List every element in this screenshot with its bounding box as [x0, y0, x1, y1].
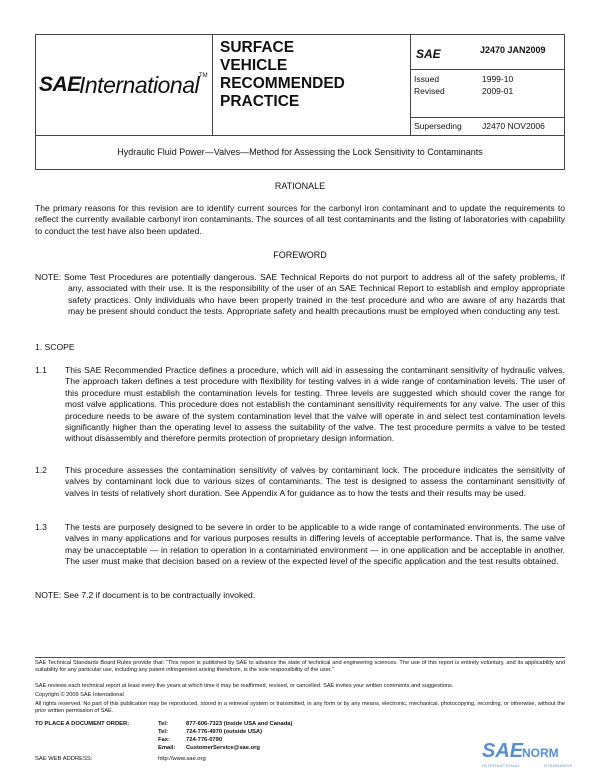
note-text: Some Test Procedures are potentially dangerous. SAE Technical Reports do not purport to address all of the safety problems, if any, associated with their use. It is the responsibility of the user of an SAE Technical Report to establish and employ appropriate safety practices. Only individuals who have been properly trained in the test procedure and who are aware of any hazards that may be present should conduct the tests. Appropriate safety and health precautions must be employed when conducting any test.	[64, 272, 565, 317]
contact-tel-label: Tel:	[158, 729, 168, 735]
document-subject: Hydraulic Fluid Power—Valves—Method for Assessing the Lock Sensitivity to Contaminants	[35, 136, 565, 170]
section-text: This procedure assesses the contamination sensitivity of valves by contaminant lock. The procedure indicates the sensitivity of valves by contaminant lock due to various sizes of contaminants. The test is designed to assess the contaminant sensitivity of valves in tests of relatively short duration. See Appendix A for guidance as to how the tests and their results may be used.	[65, 465, 565, 498]
section-text: The tests are purposely designed to be severe in order to be applicable to a wide range of contaminated environments. The use of valves in many applications and for various purposes results in differing levels of acceptable performance. That is, the same valve may be unacceptable — in relation to operation in a contaminated environment — in one application and be acceptable in another. The user must make that decision based on a review of the expected level of the specific application and the test results obtained.	[65, 522, 565, 567]
document-type-line: RECOMMENDED	[220, 75, 345, 92]
rights-text: All rights reserved. No part of this publication may be reproduced, stored in a retrieval system or transmitted, in any form or by any means, electronic, mechanical, photocopying, recording, or otherwise, without the prior written permission of SAE.	[35, 701, 565, 714]
section-number: 1.3	[35, 522, 47, 532]
copyright-text: Copyright © 2009 SAE International	[35, 692, 124, 698]
order-label: TO PLACE A DOCUMENT ORDER:	[35, 721, 130, 727]
watermark-sae: SAE	[482, 740, 524, 762]
document-number: J2470 JAN2009	[480, 45, 546, 55]
document-number-row	[410, 35, 564, 70]
contact-tel-value: 877-606-7323 (inside USA and Canada)	[186, 721, 293, 727]
rationale-heading: RATIONALE	[274, 181, 326, 191]
scope-item	[35, 365, 565, 445]
sae-logo-international: International	[79, 72, 200, 98]
contact-email-label: Email:	[158, 745, 176, 751]
section-number: 1.2	[35, 465, 47, 475]
document-header	[35, 34, 565, 136]
sae-mini-logo: SAE	[416, 47, 441, 61]
note-label: NOTE:	[35, 272, 62, 282]
scope-heading: 1. SCOPE	[35, 342, 75, 352]
sae-logo-cell	[36, 35, 213, 135]
issued-date: 1999-10	[482, 74, 514, 84]
contact-fax-label: Fax:	[158, 737, 170, 743]
safety-note	[35, 272, 565, 318]
web-label: SAE WEB ADDRESS:	[35, 756, 93, 762]
watermark-norm: NORM	[522, 746, 559, 760]
revised-label: Revised	[414, 86, 445, 96]
watermark-sub-left: INTERNATIONAL	[482, 763, 521, 768]
foreword-heading: FOREWORD	[273, 250, 327, 260]
document-type-line: SURFACE	[220, 39, 295, 56]
section-text: This SAE Recommended Practice defines a procedure, which will aid in assessing the contaminant sensitivity of hydraulic valves. The approach taken defines a test procedure with flexibility for testing valves in a wide range of contamination levels. The user of this procedure must establish the contamination levels for testing. Three levels are suggested which should cover the range for most valve applications. This procedure does not establish the contaminant sensitivity requirements for any valve. The user of this procedure needs to be aware of the system contamination level that the valve will operate in and select test contamination levels significantly higher than the operating level to assess the suitability of the valve. The test procedure permits a valve to be tested without disassembly and therefore permits protection of proprietary design information.	[65, 365, 565, 444]
document-type-cell	[212, 35, 411, 135]
issued-label: Issued	[414, 74, 440, 84]
section-number: 1.1	[35, 365, 47, 375]
superseding-value: J2470 NOV2006	[482, 121, 545, 131]
sae-logo: SAE	[39, 73, 81, 96]
watermark-sub-right: STANDARDS	[544, 763, 573, 768]
contact-tel-label: Tel:	[158, 721, 168, 727]
contact-tel-value: 724-776-4970 (outside USA)	[186, 729, 263, 735]
superseding-label: Superseding	[414, 121, 462, 131]
contact-email-value[interactable]: CustomerService@sae.org	[186, 745, 260, 751]
sae-norm-watermark	[482, 740, 594, 772]
scope-item	[35, 465, 565, 499]
board-rules-text: SAE Technical Standards Board Rules provide that: “This report is published by SAE to advance the state of technical and engineering sciences. The use of this report is entirely voluntary, and its applicability and suitability for any particular use, including any patent infringement arising therefrom, is the sole responsibility of the user.”	[35, 660, 565, 673]
contact-fax-value: 724-776-0790	[186, 737, 223, 743]
document-type-line: VEHICLE	[220, 57, 288, 74]
document-meta-cell	[410, 35, 564, 135]
rationale-text: The primary reasons for this revision are to identify current sources for the carbonyl iron contaminant and to update the requirements to reflect the currently available carbonyl iron contaminants. The sources of all test contaminants and the listing of laboratories with capability to conduct the test have also been updated.	[35, 203, 565, 236]
revised-date: 2009-01	[482, 86, 514, 96]
superseding-row	[410, 117, 564, 135]
contract-note: NOTE: See 7.2 if document is to be contractually invoked.	[35, 590, 256, 600]
issue-dates	[410, 69, 564, 118]
document-type-line: PRACTICE	[220, 93, 300, 110]
document-type	[220, 39, 345, 111]
scope-item	[35, 522, 565, 568]
review-text: SAE reviews each technical report at least every five years at which time it may be reaffirmed, revised, or cancelled. SAE invites your written comments and suggestions.	[35, 683, 454, 689]
web-address-link[interactable]: http://www.sae.org	[158, 756, 206, 762]
trademark-mark: TM	[199, 73, 208, 79]
footer-divider	[35, 657, 565, 658]
